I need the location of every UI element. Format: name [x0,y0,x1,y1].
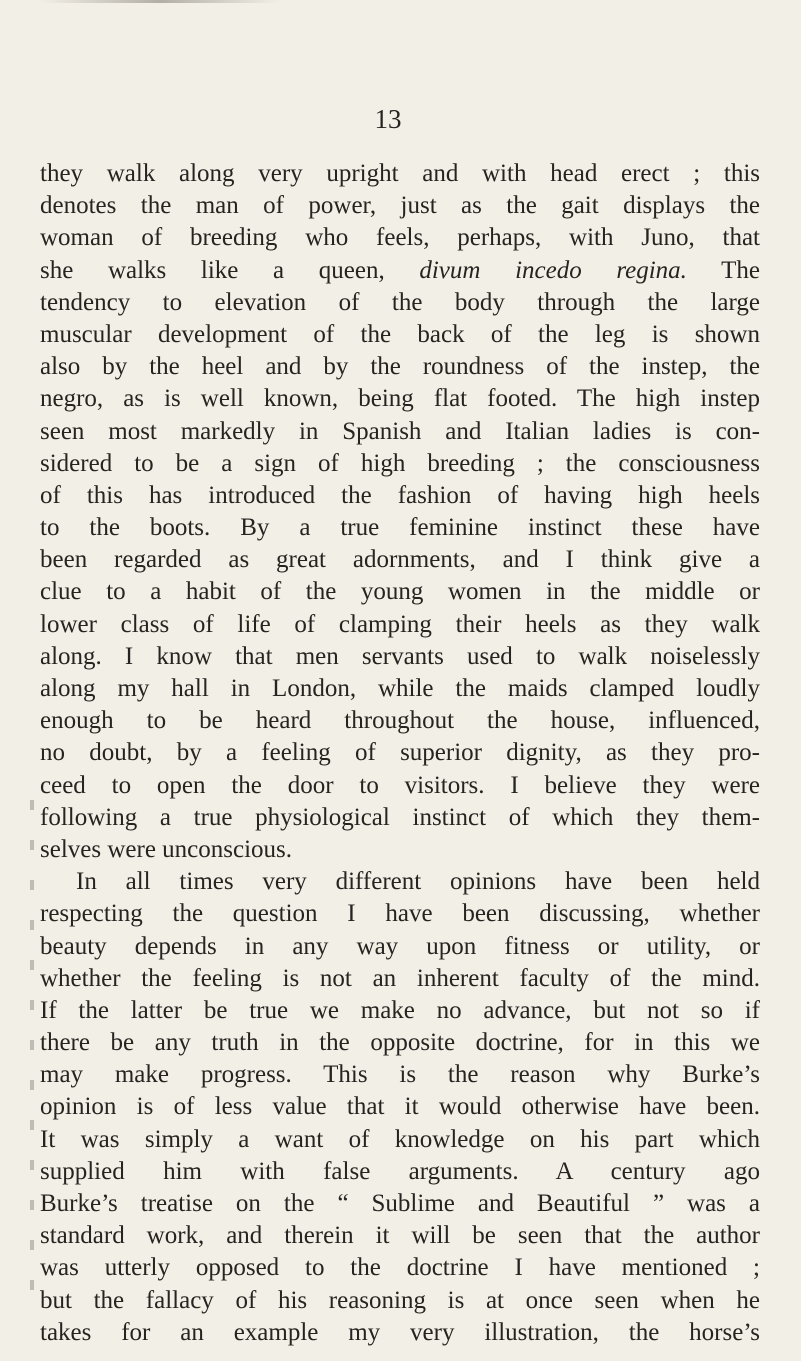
text-line: of this has introduced the fashion of having high heels [40,481,760,509]
text-line: Burke’s treatise on the “ Sublime and Beautiful ” was a [40,1190,760,1217]
text-line: opinion is of less value that it would otherwise have been. [40,1093,760,1121]
text-line: they walk along very upright and with head erect ; this [40,160,760,187]
text-line: may make progress. This is the reason why Burke’s [40,1061,760,1089]
text-line: supplied him with false arguments. A century ago [40,1157,760,1185]
text-line: along. I know that men servants used to walk noiselessly [40,642,760,670]
text-line: denotes the man of power, just as the gait displays the [40,192,760,220]
paragraph-start-line: In all times very different opinions have been held [76,868,760,896]
body-text [40,158,760,1349]
text-line: lower class of life of clamping their heels as they walk [40,610,760,638]
top-edge-rule [40,0,280,3]
text-line: respecting the question I have been discussing, whether [40,900,760,928]
text-line: whether the feeling is not an inherent faculty of the mind. [40,964,760,992]
text-line: to the boots. By a true feminine instinct these have [40,514,760,542]
text-line: been regarded as great adornments, and I think give a [40,546,760,574]
text-line: beauty depends in any way upon fitness or utility, or [40,932,760,960]
page-number: 13 [374,104,402,134]
text-line: clue to a habit of the young women in the middle or [40,578,760,606]
text-line: sidered to be a sign of high breeding ; the consciousness [40,449,760,477]
paragraph-end-line: selves were unconscious. [40,835,293,863]
binding-margin-marks [30,800,34,1320]
text-line: also by the heel and by the roundness of the instep, the [40,353,760,381]
text-line: seen most markedly in Spanish and Italian ladies is con- [40,417,760,445]
text-line: muscular development of the back of the leg is shown [40,320,760,348]
text-line: along my hall in London, while the maids clamped loudly [40,675,760,702]
text-line: ceed to open the door to visitors. I believe they were [40,771,760,799]
text-line: takes for an example my very illustration, the horse’s [40,1318,760,1346]
text-line: It was simply a want of knowledge on his part which [40,1125,760,1153]
text-line: enough to be heard throughout the house, influenced, [40,707,760,735]
text-line: tendency to elevation of the body through the large [40,288,760,316]
text-line-with-italic: she walks like a queen, divum incedo regina. The [40,256,760,284]
text-line: woman of breeding who feels, perhaps, with Juno, that [40,224,760,252]
text-line: but the fallacy of his reasoning is at once seen when he [40,1286,760,1314]
text-line: there be any truth in the opposite doctrine, for in this we [40,1029,760,1057]
italic-latin-phrase: divum incedo regina. [419,256,687,284]
text-line: no doubt, by a feeling of superior dignity, as they pro- [40,739,760,767]
text-line: following a true physiological instinct of which they them- [40,803,760,831]
text-line: If the latter be true we make no advance, but not so if [40,996,760,1024]
text-line: negro, as is well known, being flat footed. The high instep [40,385,760,413]
text-line: standard work, and therein it will be seen that the author [40,1222,760,1250]
text-line: was utterly opposed to the doctrine I have mentioned ; [40,1254,760,1282]
